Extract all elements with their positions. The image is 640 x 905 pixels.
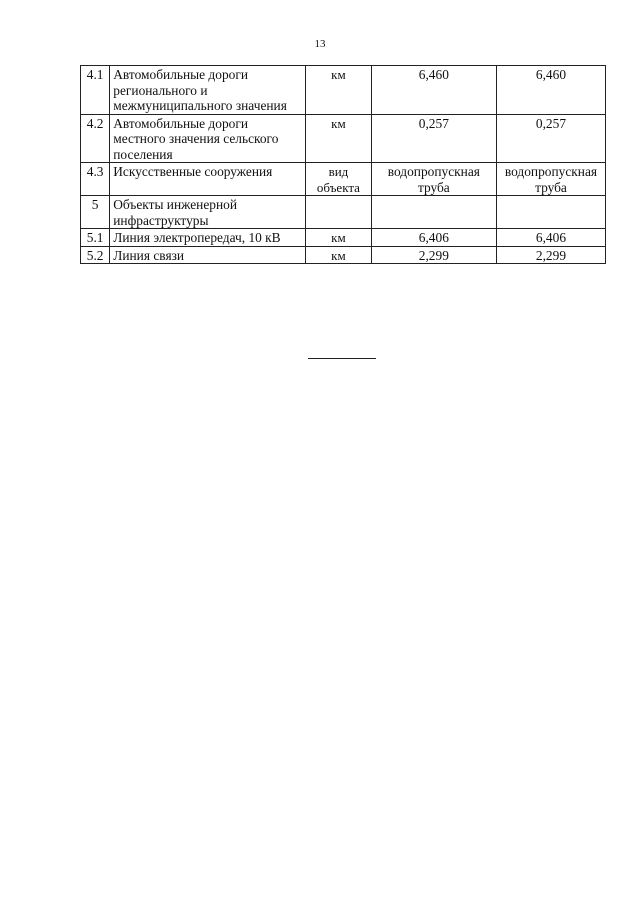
row-name: Автомобильные дороги местного значения сельского поселения bbox=[110, 114, 306, 163]
row-number: 4.3 bbox=[81, 163, 110, 196]
row-unit: км bbox=[306, 66, 372, 115]
row-number: 5 bbox=[81, 196, 110, 229]
row-unit: км bbox=[306, 114, 372, 163]
table-row bbox=[81, 229, 606, 247]
row-unit: км bbox=[306, 246, 372, 264]
page-number: 13 bbox=[314, 38, 326, 50]
row-name: Автомобильные дороги регионального и межмуниципального значения bbox=[110, 66, 306, 115]
end-divider bbox=[308, 358, 376, 359]
table-row bbox=[81, 196, 606, 229]
row-name: Линия связи bbox=[110, 246, 306, 264]
row-value-2: 6,406 bbox=[496, 229, 605, 247]
row-name: Искусственные сооружения bbox=[110, 163, 306, 196]
row-value-1: 2,299 bbox=[371, 246, 496, 264]
row-number: 5.1 bbox=[81, 229, 110, 247]
row-name: Объекты инженерной инфраструктуры bbox=[110, 196, 306, 229]
row-value-1: 6,460 bbox=[371, 66, 496, 115]
table-row bbox=[81, 246, 606, 264]
row-value-2: 6,460 bbox=[496, 66, 605, 115]
row-value-1: водопропускная труба bbox=[371, 163, 496, 196]
objects-table bbox=[80, 65, 606, 264]
row-number: 4.1 bbox=[81, 66, 110, 115]
row-number: 5.2 bbox=[81, 246, 110, 264]
table-row bbox=[81, 66, 606, 115]
row-unit: км bbox=[306, 229, 372, 247]
table-row bbox=[81, 114, 606, 163]
row-unit: вид объекта bbox=[306, 163, 372, 196]
row-value-2: водопропускная труба bbox=[496, 163, 605, 196]
row-name: Линия электропередач, 10 кВ bbox=[110, 229, 306, 247]
row-value-2: 2,299 bbox=[496, 246, 605, 264]
row-value-2 bbox=[496, 196, 605, 229]
row-unit bbox=[306, 196, 372, 229]
row-value-1: 0,257 bbox=[371, 114, 496, 163]
row-number: 4.2 bbox=[81, 114, 110, 163]
row-value-2: 0,257 bbox=[496, 114, 605, 163]
table-row bbox=[81, 163, 606, 196]
row-value-1 bbox=[371, 196, 496, 229]
row-value-1: 6,406 bbox=[371, 229, 496, 247]
